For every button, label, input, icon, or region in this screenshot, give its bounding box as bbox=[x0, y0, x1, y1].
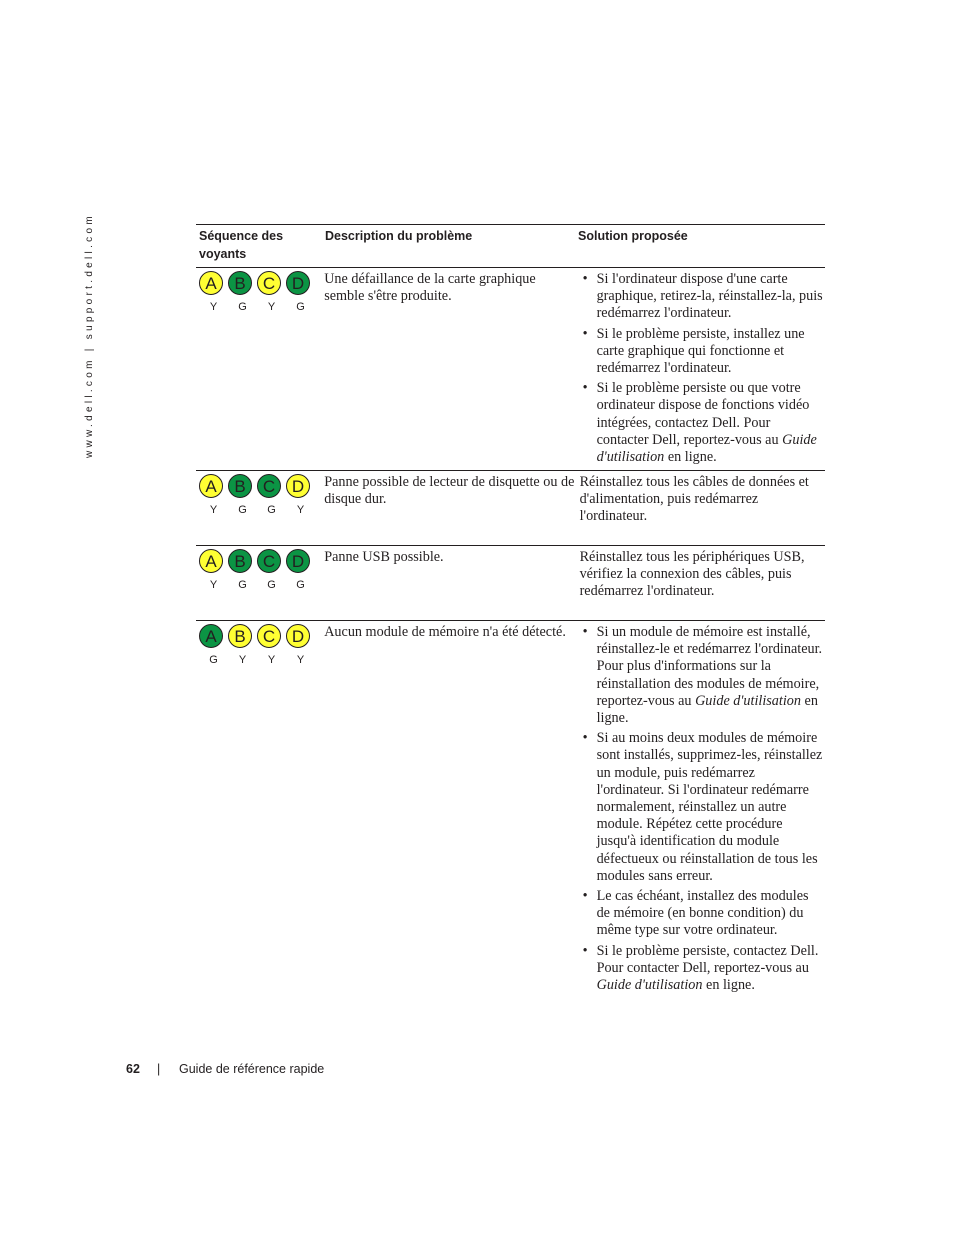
led-sequence bbox=[196, 268, 324, 470]
diagnostic-light-a: A bbox=[199, 474, 223, 498]
problem-description: Panne USB possible. bbox=[324, 549, 444, 565]
guide-reference: Guide d'utilisation bbox=[695, 692, 801, 709]
sidebar-url: www.dell.com | support.dell.com bbox=[84, 213, 95, 458]
diagnostic-light-d: D bbox=[286, 549, 310, 573]
light-color-code: G bbox=[296, 301, 305, 313]
table-row bbox=[196, 621, 825, 997]
light-color-code: G bbox=[267, 579, 276, 591]
header-solution: Solution proposée bbox=[578, 229, 688, 243]
table-row bbox=[196, 471, 825, 546]
light-color-code: G bbox=[238, 301, 247, 313]
light-color-code: Y bbox=[238, 654, 247, 666]
troubleshooting-table bbox=[196, 224, 825, 997]
light-color-code: Y bbox=[267, 301, 276, 313]
light-color-code: G bbox=[238, 504, 247, 516]
table-row bbox=[196, 546, 825, 621]
led-sequence bbox=[196, 621, 324, 997]
light-color-code: G bbox=[267, 504, 276, 516]
problem-description: Aucun module de mémoire n'a été détecté. bbox=[324, 624, 566, 640]
diagnostic-light-a: A bbox=[199, 271, 223, 295]
light-color-code: G bbox=[296, 579, 305, 591]
solution-step: • Si un module de mémoire est installé, réinstallez-le et redémarrez l'ordinateur. Pour plus d'informations sur la réinstallation des modules de mémoire, reportez-vous au Guide d'utilisation en ligne. bbox=[580, 624, 825, 727]
solution-step: • Si l'ordinateur dispose d'une carte graphique, retirez-la, réinstallez-la, puis redémarrez l'ordinateur. bbox=[580, 271, 825, 323]
light-color-code: Y bbox=[209, 301, 218, 313]
header-sequence: Séquence des voyants bbox=[199, 229, 284, 261]
light-color-code: G bbox=[238, 579, 247, 591]
led-sequence bbox=[196, 471, 324, 545]
diagnostic-light-a: A bbox=[199, 624, 223, 648]
light-color-code: Y bbox=[296, 504, 305, 516]
light-color-code: Y bbox=[209, 504, 218, 516]
light-color-code: Y bbox=[267, 654, 276, 666]
diagnostic-light-b: B bbox=[228, 271, 252, 295]
problem-description: Panne possible de lecteur de disquette ou de disque dur. bbox=[324, 474, 575, 508]
proposed-solution bbox=[580, 268, 825, 470]
proposed-solution: Réinstallez tous les périphériques USB, vérifiez la connexion des câbles, puis redémarrez l'ordinateur. bbox=[579, 549, 805, 600]
solution-step: • Si au moins deux modules de mémoire sont installés, supprimez-les, réinstallez un module, puis redémarrez l'ordinateur. Si l'ordinateur redémarre normalement, réinstallez un autre module. Répétez cette procédure jusqu'à identification du module défectueux ou réinstallation de tous les modules sans erreur. bbox=[580, 730, 825, 885]
diagnostic-light-b: B bbox=[228, 549, 252, 573]
led-sequence bbox=[196, 546, 324, 620]
diagnostic-light-c: C bbox=[257, 474, 281, 498]
guide-reference: Guide d'utilisation bbox=[596, 977, 703, 994]
light-color-code: Y bbox=[296, 654, 305, 666]
light-color-code: G bbox=[209, 654, 218, 666]
diagnostic-light-c: C bbox=[257, 624, 281, 648]
header-description: Description du problème bbox=[325, 229, 473, 243]
page-number: 62 bbox=[126, 1062, 140, 1076]
diagnostic-light-a: A bbox=[199, 549, 223, 573]
diagnostic-light-c: C bbox=[257, 549, 281, 573]
diagnostic-light-d: D bbox=[286, 624, 310, 648]
footer-separator: | bbox=[157, 1062, 161, 1076]
proposed-solution bbox=[580, 621, 825, 997]
diagnostic-light-d: D bbox=[286, 474, 310, 498]
table-row bbox=[196, 268, 825, 471]
footer-title: Guide de référence rapide bbox=[179, 1062, 325, 1076]
light-color-code: Y bbox=[209, 579, 218, 591]
diagnostic-light-b: B bbox=[228, 624, 252, 648]
solution-step: • Si le problème persiste, installez une carte graphique qui fonctionne et redémarrez l'ordinateur. bbox=[580, 326, 825, 378]
diagnostic-light-b: B bbox=[228, 474, 252, 498]
diagnostic-light-c: C bbox=[257, 271, 281, 295]
guide-reference: Guide d'utilisation bbox=[596, 431, 817, 466]
solution-step: • Si le problème persiste ou que votre ordinateur dispose de fonctions vidéo intégrées, contactez Dell. Pour contacter Dell, reportez-vous au Guide d'utilisation en ligne. bbox=[580, 380, 825, 466]
solution-step: • Le cas échéant, installez des modules de mémoire (en bonne condition) du même type sur votre ordinateur. bbox=[580, 888, 825, 940]
proposed-solution: Réinstallez tous les câbles de données et d'alimentation, puis redémarrez l'ordinateur. bbox=[579, 474, 809, 525]
solution-step: • Si le problème persiste, contactez Dell. Pour contacter Dell, reportez-vous au Guide d'utilisation en ligne. bbox=[580, 943, 825, 995]
problem-description: Une défaillance de la carte graphique semble s'être produite. bbox=[324, 271, 536, 305]
diagnostic-light-d: D bbox=[286, 271, 310, 295]
table-header bbox=[196, 225, 825, 268]
